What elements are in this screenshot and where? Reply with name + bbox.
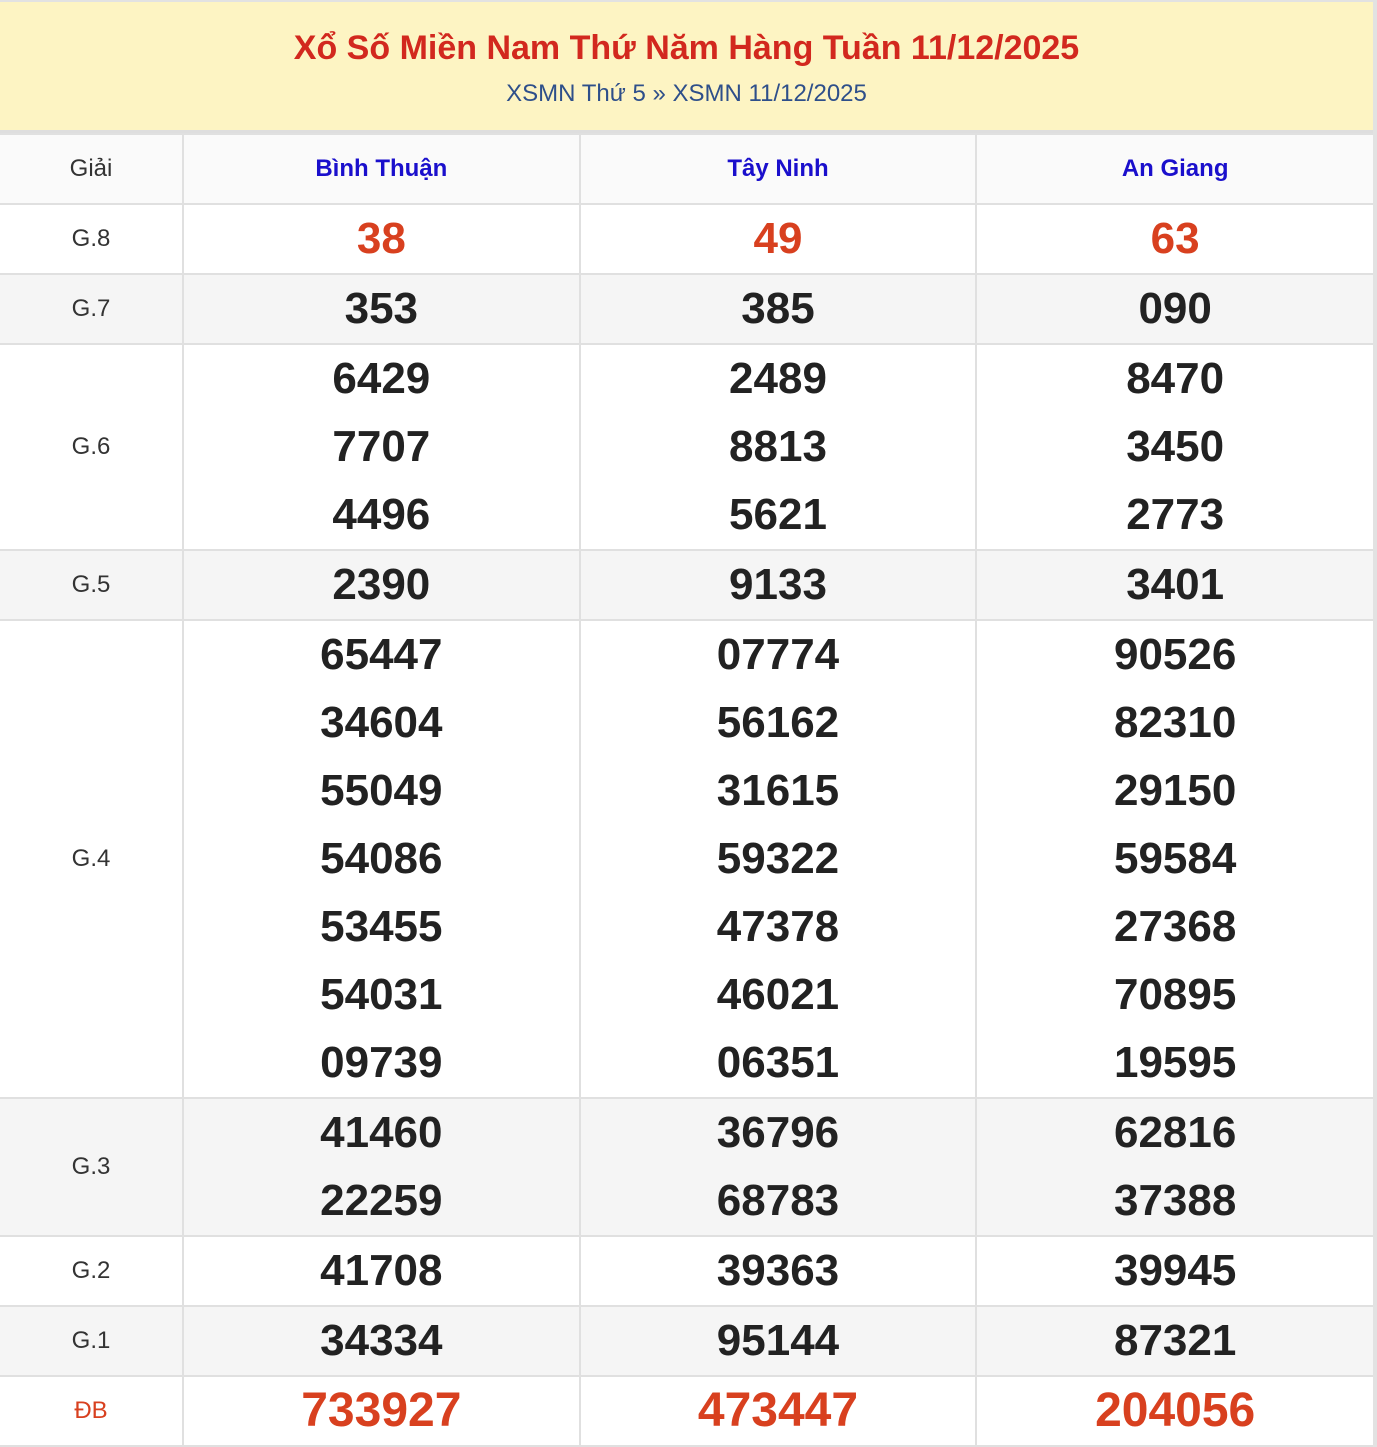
winning-number: 06351 — [716, 1038, 840, 1087]
winning-number: 36796 — [716, 1108, 840, 1157]
winning-number: 46021 — [716, 970, 840, 1019]
result-cell-tay-ninh — [580, 1376, 977, 1446]
winning-number: 31615 — [716, 766, 840, 815]
winning-number: 37388 — [1113, 1176, 1237, 1225]
result-cell-binh-thuan — [183, 204, 580, 274]
prize-row — [0, 1306, 1373, 1376]
prize-row — [0, 344, 1373, 550]
result-cell-an-giang — [976, 550, 1373, 620]
prize-row — [0, 620, 1373, 1098]
result-cell-an-giang — [976, 620, 1373, 1098]
winning-number: 90526 — [1113, 630, 1237, 679]
breadcrumb-link-xsmn-thu-5[interactable]: XSMN Thứ 5 — [506, 80, 646, 107]
prize-label: G.7 — [0, 274, 183, 344]
result-cell-tay-ninh — [580, 620, 977, 1098]
winning-number: 7707 — [332, 422, 431, 471]
prize-row — [0, 1098, 1373, 1236]
winning-number: 87321 — [1113, 1316, 1237, 1365]
winning-number: 09739 — [320, 1038, 443, 1087]
winning-number: 59322 — [716, 834, 840, 883]
result-cell-tay-ninh — [580, 550, 977, 620]
winning-number: 56162 — [716, 698, 840, 747]
winning-number: 07774 — [716, 630, 840, 679]
winning-number: 54086 — [320, 834, 443, 883]
winning-number: 6429 — [332, 354, 431, 403]
winning-number: 68783 — [716, 1176, 840, 1225]
column-header-prize: Giải — [0, 134, 183, 204]
winning-number: 53455 — [320, 902, 443, 951]
winning-number: 4496 — [332, 490, 431, 539]
winning-number: 3450 — [1126, 422, 1225, 471]
result-cell-tay-ninh — [580, 344, 977, 550]
prize-row — [0, 550, 1373, 620]
winning-number: 39945 — [1113, 1246, 1237, 1295]
winning-number: 2489 — [729, 354, 827, 403]
result-cell-binh-thuan — [183, 1098, 580, 1236]
result-cell-an-giang — [976, 344, 1373, 550]
result-cell-binh-thuan — [183, 1376, 580, 1446]
winning-number: 49 — [753, 214, 803, 263]
prize-label: G.2 — [0, 1236, 183, 1306]
prize-row — [0, 204, 1373, 274]
prize-row — [0, 1376, 1373, 1446]
result-cell-tay-ninh — [580, 1306, 977, 1376]
winning-number: 41708 — [320, 1246, 443, 1295]
result-cell-an-giang — [976, 1306, 1373, 1376]
column-header-binh-thuan[interactable]: Bình Thuận — [183, 134, 580, 204]
winning-number: 62816 — [1113, 1108, 1237, 1157]
winning-number: 385 — [741, 284, 815, 333]
winning-number: 39363 — [716, 1246, 840, 1295]
result-cell-an-giang — [976, 1098, 1373, 1236]
winning-number: 8813 — [729, 422, 827, 471]
winning-number: 34334 — [320, 1316, 443, 1365]
result-cell-binh-thuan — [183, 344, 580, 550]
winning-number: 8470 — [1126, 354, 1225, 403]
winning-number: 3401 — [1126, 560, 1225, 609]
winning-number: 95144 — [716, 1316, 840, 1365]
winning-number: 27368 — [1113, 902, 1237, 951]
winning-number: 38 — [356, 214, 406, 263]
page-title: Xổ Số Miền Nam Thứ Năm Hàng Tuần 11/12/2025 — [293, 29, 1080, 67]
result-cell-tay-ninh — [580, 204, 977, 274]
result-cell-an-giang — [976, 274, 1373, 344]
result-cell-tay-ninh — [580, 274, 977, 344]
prize-label: G.6 — [0, 344, 183, 550]
winning-number: 70895 — [1113, 970, 1237, 1019]
result-cell-tay-ninh — [580, 1236, 977, 1306]
result-cell-an-giang — [976, 1236, 1373, 1306]
winning-number: 204056 — [1095, 1384, 1256, 1437]
winning-number: 47378 — [716, 902, 840, 951]
breadcrumb — [0, 80, 1373, 108]
result-cell-an-giang — [976, 204, 1373, 274]
prize-label: ĐB — [0, 1376, 183, 1446]
winning-number: 63 — [1150, 214, 1200, 263]
winning-number: 733927 — [301, 1384, 462, 1437]
result-cell-an-giang — [976, 1376, 1373, 1446]
result-cell-binh-thuan — [183, 1236, 580, 1306]
prize-label: G.8 — [0, 204, 183, 274]
prize-row — [0, 274, 1373, 344]
result-cell-binh-thuan — [183, 274, 580, 344]
winning-number: 55049 — [320, 766, 443, 815]
breadcrumb-link-xsmn-date[interactable]: XSMN 11/12/2025 — [672, 80, 867, 107]
winning-number: 5621 — [729, 490, 827, 539]
result-cell-binh-thuan — [183, 1306, 580, 1376]
prize-label: G.1 — [0, 1306, 183, 1376]
result-cell-tay-ninh — [580, 1098, 977, 1236]
winning-number: 59584 — [1113, 834, 1237, 883]
winning-number: 41460 — [320, 1108, 443, 1157]
prize-label: G.4 — [0, 620, 183, 1098]
winning-number: 9133 — [729, 560, 827, 609]
winning-number: 473447 — [697, 1384, 859, 1437]
prize-row — [0, 1236, 1373, 1306]
results-header — [0, 2, 1373, 133]
breadcrumb-separator: » — [652, 80, 666, 107]
winning-number: 82310 — [1113, 698, 1237, 747]
winning-number: 65447 — [320, 630, 443, 679]
prize-label: G.3 — [0, 1098, 183, 1236]
prize-label: G.5 — [0, 550, 183, 620]
result-cell-binh-thuan — [183, 550, 580, 620]
winning-number: 29150 — [1113, 766, 1237, 815]
winning-number: 2390 — [332, 560, 431, 609]
winning-number: 090 — [1138, 284, 1212, 333]
lottery-results-table — [0, 133, 1373, 1447]
winning-number: 34604 — [320, 698, 443, 747]
winning-number: 2773 — [1126, 490, 1225, 539]
column-header-an-giang[interactable]: An Giang — [976, 134, 1373, 204]
winning-number: 19595 — [1113, 1038, 1237, 1087]
column-header-tay-ninh[interactable]: Tây Ninh — [580, 134, 977, 204]
winning-number: 353 — [344, 284, 419, 333]
result-cell-binh-thuan — [183, 620, 580, 1098]
table-header-row — [0, 134, 1373, 204]
winning-number: 22259 — [320, 1176, 443, 1225]
winning-number: 54031 — [320, 970, 443, 1019]
